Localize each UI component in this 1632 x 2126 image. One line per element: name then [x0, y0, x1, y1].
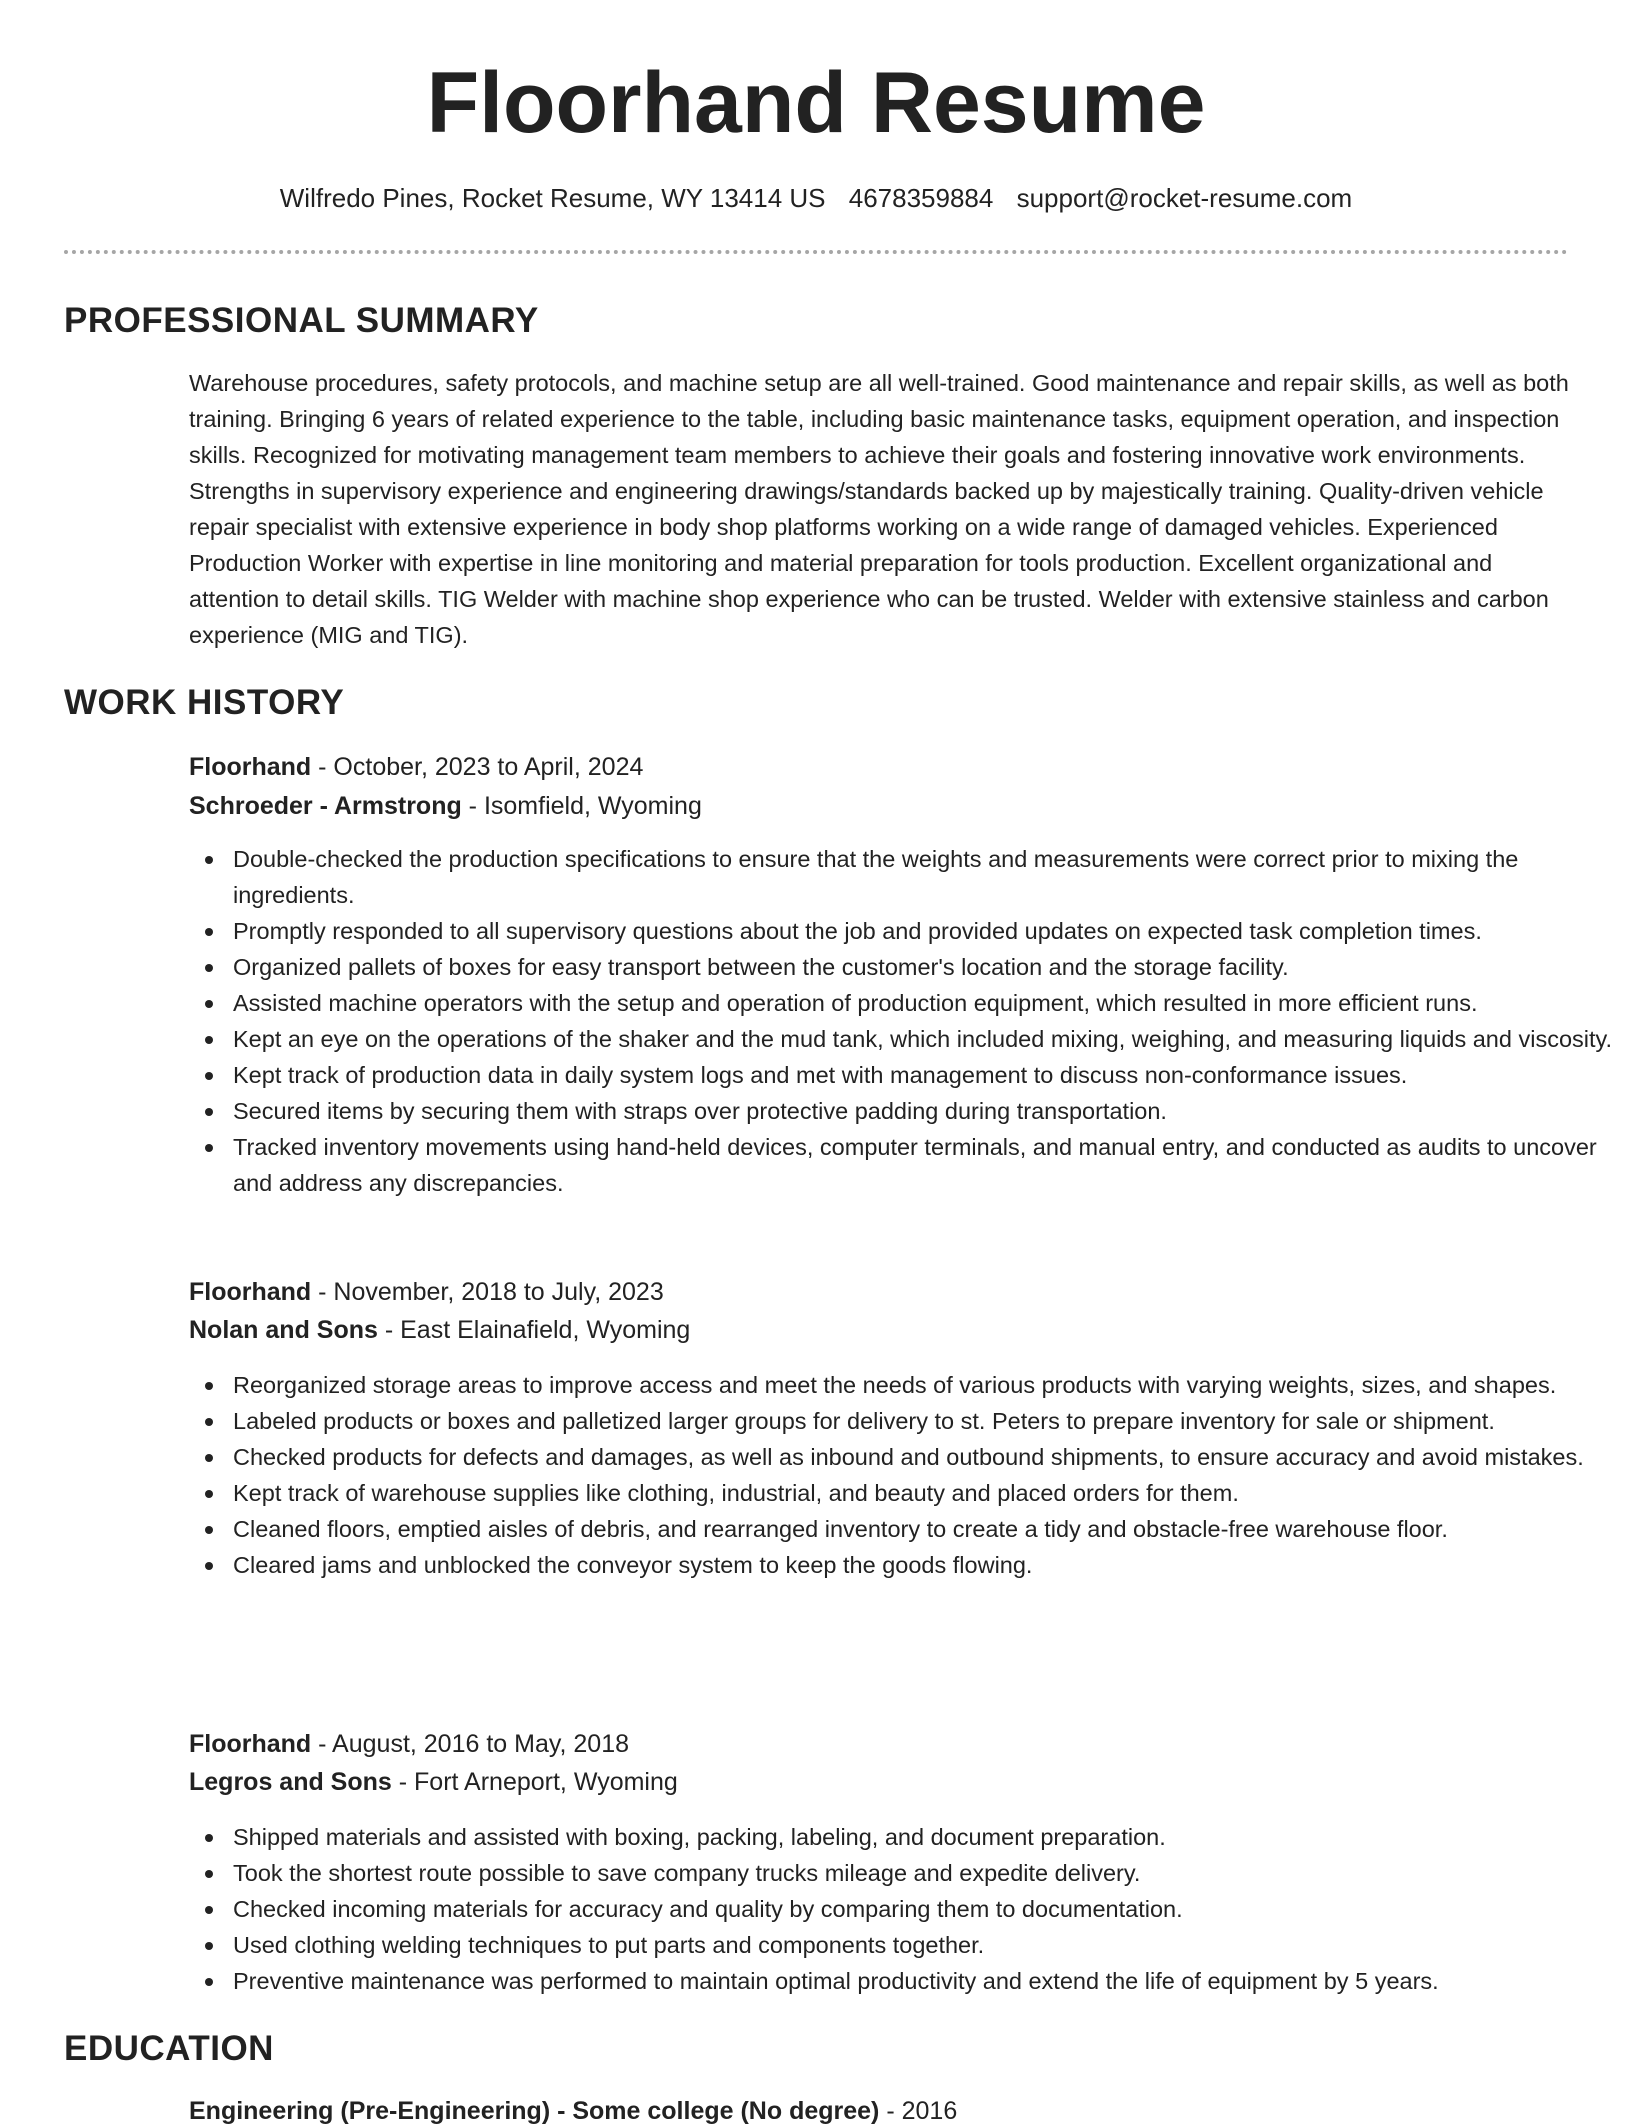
section-heading-summary: PROFESSIONAL SUMMARY	[64, 301, 539, 340]
job-company: Nolan and Sons	[189, 1316, 378, 1344]
list-item: Cleared jams and unblocked the conveyor system to keep the goods flowing.	[233, 1547, 1613, 1583]
job-dates: - October, 2023 to April, 2024	[311, 753, 644, 781]
contact-phone: 4678359884	[848, 183, 994, 213]
job-title-line	[189, 1277, 664, 1307]
list-item: Secured items by securing them with straps over protective padding during transportation.	[233, 1093, 1613, 1129]
list-item: Kept track of warehouse supplies like clothing, industrial, and beauty and placed orders for them.	[233, 1475, 1613, 1511]
list-item: Checked products for defects and damages, as well as inbound and outbound shipments, to ensure accuracy and avoid mistakes.	[233, 1439, 1613, 1475]
list-item: Checked incoming materials for accuracy and quality by comparing them to documentation.	[233, 1891, 1613, 1927]
contact-address: Wilfredo Pines, Rocket Resume, WY 13414 US	[279, 183, 826, 213]
job-title-line	[189, 752, 643, 782]
list-item: Assisted machine operators with the setup and operation of production equipment, which resulted in more efficient runs.	[233, 985, 1613, 1021]
job-company-line	[189, 1767, 678, 1797]
education-degree: Engineering (Pre-Engineering) - Some college (No degree)	[189, 2097, 880, 2125]
job-dates: - August, 2016 to May, 2018	[311, 1730, 630, 1758]
list-item: Cleaned floors, emptied aisles of debris, and rearranged inventory to create a tidy and obstacle-free warehouse floor.	[233, 1511, 1613, 1547]
list-item: Took the shortest route possible to save company trucks mileage and expedite delivery.	[233, 1855, 1613, 1891]
list-item: Labeled products or boxes and palletized larger groups for delivery to st. Peters to prepare inventory for sale or shipment.	[233, 1403, 1613, 1439]
education-year: - 2016	[879, 2097, 958, 2125]
list-item: Organized pallets of boxes for easy transport between the customer's location and the storage facility.	[233, 949, 1613, 985]
list-item: Shipped materials and assisted with boxing, packing, labeling, and document preparation.	[233, 1819, 1613, 1855]
list-item: Promptly responded to all supervisory questions about the job and provided updates on expected task completion times.	[233, 913, 1613, 949]
job-location: - Isomfield, Wyoming	[461, 792, 702, 820]
job-title: Floorhand	[189, 1278, 312, 1306]
education-entry	[189, 2096, 957, 2126]
page-title: Floorhand Resume	[426, 55, 1206, 151]
job-duties-list	[189, 841, 1613, 1201]
header-divider	[64, 250, 1568, 254]
list-item: Tracked inventory movements using hand-held devices, computer terminals, and manual entry, and conducted as audits to uncover and address any discrepancies.	[233, 1129, 1613, 1201]
job-title-line	[189, 1729, 629, 1759]
contact-email: support@rocket-resume.com	[1016, 183, 1353, 213]
list-item: Kept track of production data in daily system logs and met with management to discuss non-conformance issues.	[233, 1057, 1613, 1093]
contact-line	[0, 183, 1632, 213]
list-item: Kept an eye on the operations of the shaker and the mud tank, which included mixing, weighing, and measuring liquids and viscosity.	[233, 1021, 1613, 1057]
job-title: Floorhand	[189, 1730, 312, 1758]
section-heading-education: EDUCATION	[64, 2029, 274, 2068]
list-item: Reorganized storage areas to improve access and meet the needs of various products with varying weights, sizes, and shapes.	[233, 1367, 1613, 1403]
list-item: Double-checked the production specifications to ensure that the weights and measurements were correct prior to mixing the ingredients.	[233, 841, 1613, 913]
job-location: - Fort Arneport, Wyoming	[391, 1768, 678, 1796]
job-duties-list	[189, 1819, 1613, 1999]
summary-text: Warehouse procedures, safety protocols, and machine setup are all well-trained. Good maintenance and repair skills, as well as both training. Bringing 6 years of related experience to the table, including basic maintenance tasks, equipment operation, and inspection skills. Recognized for motivating management team members to achieve their goals and fostering innovative work environments. Strengths in supervisory experience and engineering drawings/standards backed up by majestically training. Quality-driven vehicle repair specialist with extensive experience in body shop platforms working on a wide range of damaged vehicles. Experienced Production Worker with expertise in line monitoring and material preparation for tools production. Excellent organizational and attention to detail skills. TIG Welder with machine shop experience who can be trusted. Welder with extensive stainless and carbon experience (MIG and TIG).	[189, 370, 1569, 648]
job-duties-list	[189, 1367, 1613, 1583]
job-company-line	[189, 791, 702, 821]
job-company-line	[189, 1315, 690, 1345]
job-location: - East Elainafield, Wyoming	[377, 1316, 691, 1344]
list-item: Used clothing welding techniques to put parts and components together.	[233, 1927, 1613, 1963]
section-heading-work-history: WORK HISTORY	[64, 683, 345, 722]
list-item: Preventive maintenance was performed to maintain optimal productivity and extend the life of equipment by 5 years.	[233, 1963, 1613, 1999]
job-dates: - November, 2018 to July, 2023	[311, 1278, 664, 1306]
job-title: Floorhand	[189, 753, 312, 781]
job-company: Schroeder - Armstrong	[189, 792, 462, 820]
job-company: Legros and Sons	[189, 1768, 392, 1796]
